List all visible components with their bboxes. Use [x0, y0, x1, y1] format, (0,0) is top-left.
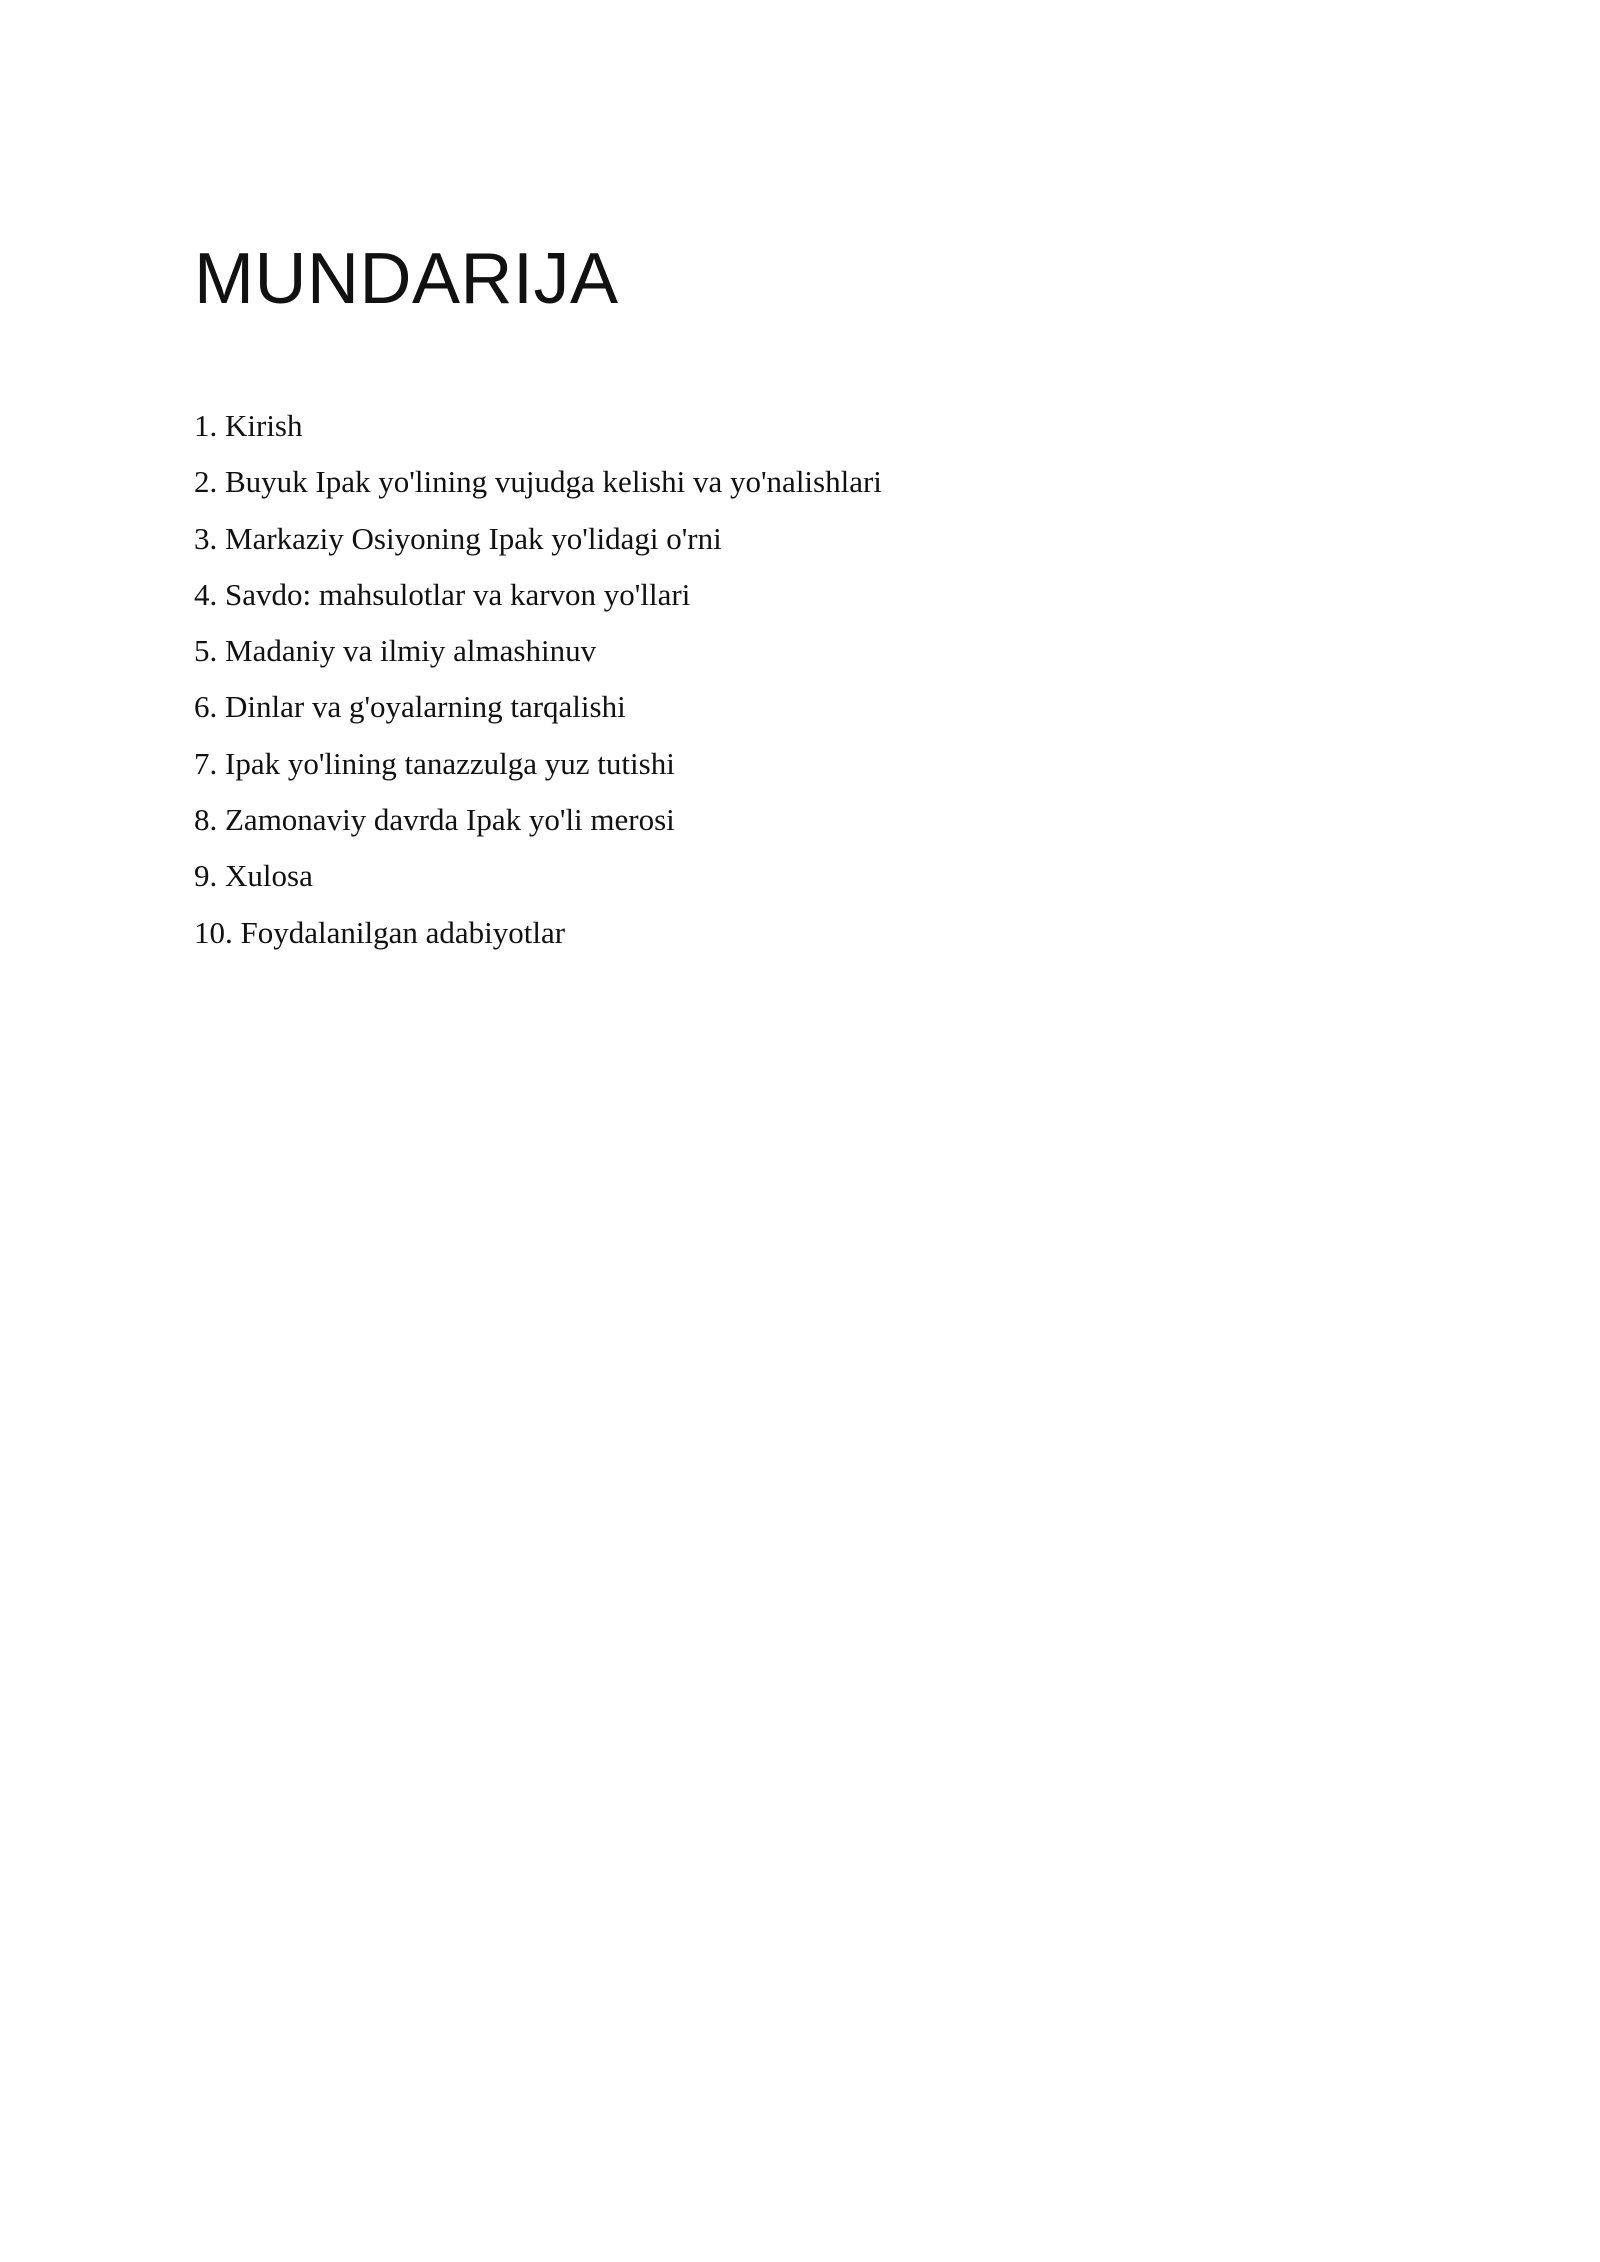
toc-item-10: 10. Foydalanilgan adabiyotlar	[194, 914, 566, 950]
toc-item-8: 8. Zamonaviy davrda Ipak yo'li merosi	[194, 802, 675, 838]
toc-item-9: 9. Xulosa	[194, 858, 313, 894]
toc-item-3: 3. Markaziy Osiyoning Ipak yo'lidagi o'rni	[194, 520, 722, 556]
page-title: MUNDARIJA	[194, 239, 619, 319]
toc-item-2: 2. Buyuk Ipak yo'lining vujudga kelishi va yo'nalishlari	[194, 464, 882, 500]
table-of-contents	[194, 398, 882, 961]
toc-item-4: 4. Savdo: mahsulotlar va karvon yo'llari	[194, 576, 691, 612]
toc-item-7: 7. Ipak yo'lining tanazzulga yuz tutishi	[194, 745, 675, 781]
toc-item-5: 5. Madaniy va ilmiy almashinuv	[194, 633, 597, 669]
toc-item-6: 6. Dinlar va g'oyalarning tarqalishi	[194, 689, 626, 725]
toc-item-1: 1. Kirish	[194, 408, 303, 443]
